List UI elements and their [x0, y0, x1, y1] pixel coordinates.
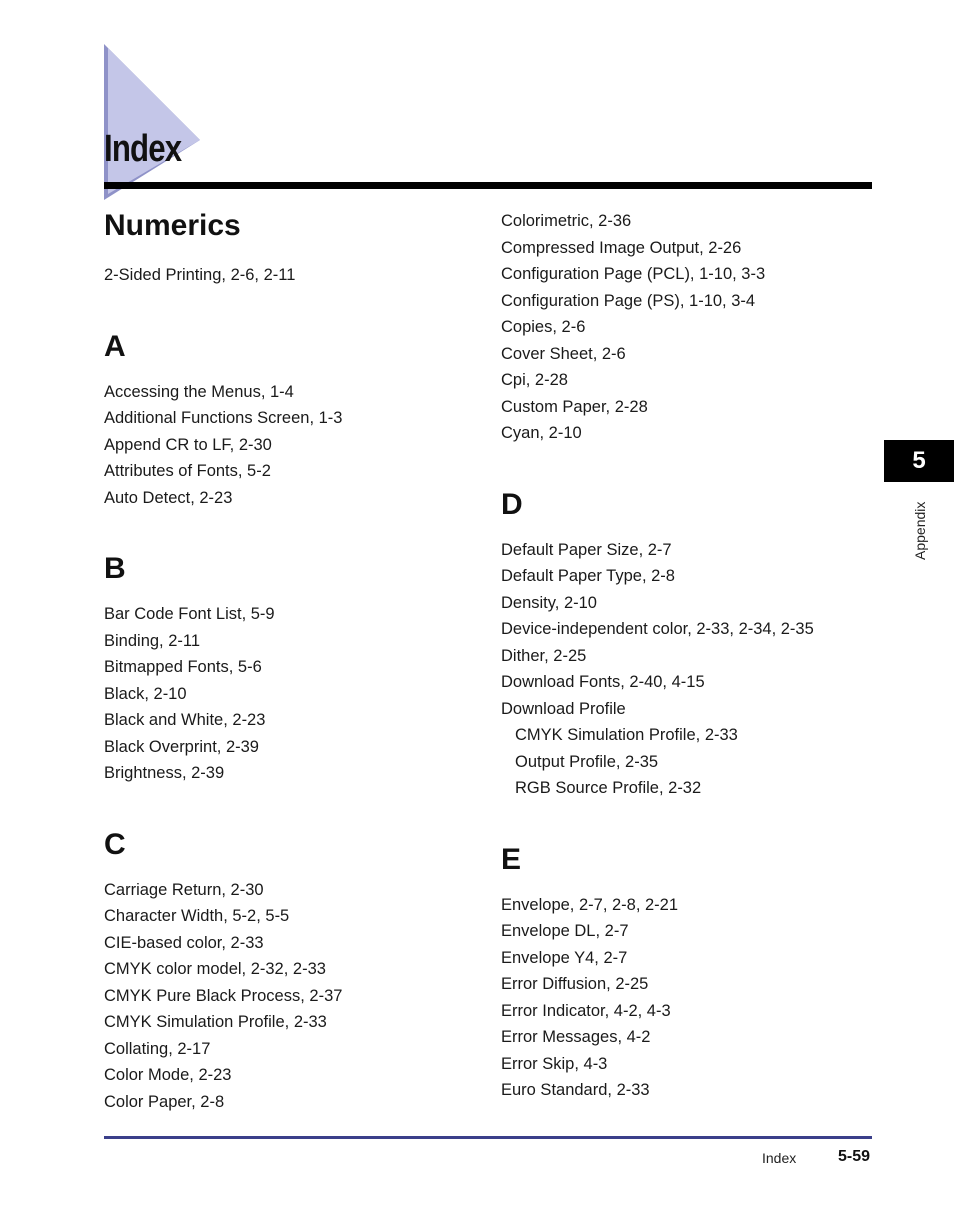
- index-entry: Compressed Image Output, 2-26: [501, 238, 742, 257]
- index-entry: Configuration Page (PCL), 1-10, 3-3: [501, 265, 766, 283]
- chapter-tab-number: 5: [884, 440, 954, 482]
- index-entry: Color Paper, 2-8: [104, 1092, 225, 1111]
- index-entry: Dither, 2-25: [501, 646, 587, 665]
- index-entry: Additional Functions Screen, 1-3: [104, 409, 343, 427]
- index-entry: Black, 2-10: [104, 684, 187, 703]
- footer-rule: [104, 1136, 872, 1139]
- index-entry: Envelope DL, 2-7: [501, 922, 629, 940]
- index-entry: Euro Standard, 2-33: [501, 1081, 650, 1099]
- index-entry: CIE-based color, 2-33: [104, 933, 264, 952]
- index-entry: Cover Sheet, 2-6: [501, 344, 626, 363]
- index-entry: Default Paper Type, 2-8: [501, 567, 675, 585]
- page-title: Index: [104, 128, 182, 170]
- index-entry: Accessing the Menus, 1-4: [104, 382, 294, 401]
- index-entry: Black and White, 2-23: [104, 711, 266, 729]
- index-entry: Density, 2-10: [501, 593, 597, 612]
- index-entry: Colorimetric, 2-36: [501, 212, 632, 230]
- index-entry: Custom Paper, 2-28: [501, 397, 648, 416]
- index-entry: Cyan, 2-10: [501, 424, 582, 442]
- index-entry: Envelope Y4, 2-7: [501, 948, 628, 967]
- index-entry: Collating, 2-17: [104, 1039, 211, 1058]
- index-entry: Character Width, 5-2, 5-5: [104, 907, 290, 925]
- index-subentry: CMYK Simulation Profile, 2-33: [515, 726, 738, 744]
- title-rule: [104, 182, 872, 189]
- index-entry: Device-independent color, 2-33, 2-34, 2-35: [501, 620, 814, 638]
- index-entry: Error Indicator, 4-2, 4-3: [501, 1001, 671, 1020]
- title-triangle-graphic: [104, 44, 204, 200]
- footer-section-label: Index: [762, 1150, 797, 1166]
- index-entry: Append CR to LF, 2-30: [104, 435, 272, 454]
- index-entry: Color Mode, 2-23: [104, 1066, 232, 1084]
- section-heading: E: [501, 842, 522, 876]
- index-entry: 2-Sided Printing, 2-6, 2-11: [104, 266, 296, 284]
- index-column-right: [501, 208, 871, 1104]
- index-entry: Binding, 2-11: [104, 631, 201, 650]
- index-entry: Bitmapped Fonts, 5-6: [104, 658, 262, 676]
- index-entry: Cpi, 2-28: [501, 371, 568, 389]
- index-column-left: [104, 208, 474, 1115]
- index-entry: Download Profile: [501, 699, 626, 718]
- index-entry: Copies, 2-6: [501, 318, 586, 336]
- index-subentry: Output Profile, 2-35: [515, 752, 659, 771]
- index-entry: Auto Detect, 2-23: [104, 488, 233, 507]
- index-entry: Carriage Return, 2-30: [104, 880, 264, 899]
- index-entry: Bar Code Font List, 5-9: [104, 605, 275, 623]
- section-heading: B: [104, 552, 126, 585]
- index-entry: Envelope, 2-7, 2-8, 2-21: [501, 895, 679, 914]
- index-entry: Error Messages, 4-2: [501, 1028, 651, 1046]
- index-entry: Black Overprint, 2-39: [104, 737, 259, 756]
- index-entry: CMYK color model, 2-32, 2-33: [104, 960, 326, 978]
- index-entry: Error Diffusion, 2-25: [501, 975, 649, 993]
- index-entry: CMYK Pure Black Process, 2-37: [104, 986, 343, 1005]
- section-heading: Numerics: [104, 209, 241, 242]
- section-heading: C: [104, 827, 126, 861]
- page-number: 5-59: [838, 1148, 871, 1165]
- index-entry: Configuration Page (PS), 1-10, 3-4: [501, 291, 756, 310]
- index-entry: Attributes of Fonts, 5-2: [104, 462, 271, 480]
- section-heading: D: [501, 487, 523, 521]
- index-entry: Error Skip, 4-3: [501, 1054, 608, 1073]
- index-entry: Default Paper Size, 2-7: [501, 540, 672, 559]
- index-entry: CMYK Simulation Profile, 2-33: [104, 1013, 327, 1031]
- index-subentry: RGB Source Profile, 2-32: [515, 779, 702, 797]
- index-entry: Brightness, 2-39: [104, 764, 225, 782]
- section-heading: A: [104, 329, 126, 363]
- index-entry: Download Fonts, 2-40, 4-15: [501, 673, 705, 691]
- chapter-tab-label: Appendix: [912, 501, 928, 560]
